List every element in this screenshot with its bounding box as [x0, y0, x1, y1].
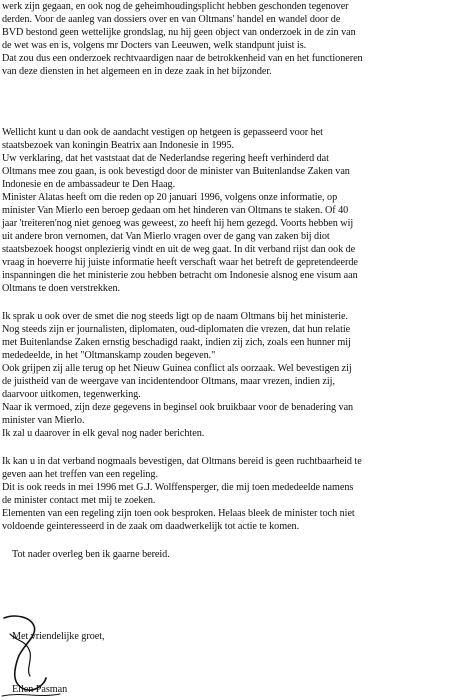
paragraph-4-line: Elementen van een regeling zijn toen ook besproken. Helaas bleek de minister toch niet — [2, 508, 355, 519]
paragraph-4-line: voldoende geinteresseerd in de zaak om daadwerkelijk tot actie te komen. — [2, 521, 300, 532]
paragraph-2-line: Indonesie en de ambassadeur te Den Haag. — [2, 179, 176, 190]
paragraph-2-line: vraag in hoeverre hij juiste informatie heeft verschaft waar het betreft de gepretendeerde — [2, 257, 358, 268]
closing-line: Tot nader overleg ben ik gaarne bereid. — [12, 549, 170, 560]
paragraph-3-line: Ik sprak u ook over de smet die nog steeds ligt op de naam Oltmans bij het ministerie. — [2, 311, 348, 322]
paragraph-4-line: Dit is ook reeds in mei 1996 met G.J. Wolffensperger, die mij toen mededeelde namens — [2, 482, 354, 493]
paragraph-3-line: met Buitenlandse Zaken ernstig beschadigd raakt, indien zij zich, zoals een hunner mij — [2, 337, 351, 348]
paragraph-4-line: de minister contact met mij te zoeken. — [2, 495, 156, 506]
paragraph-3-line: mededeelde, in het "Oltmanskamp zouden begeven." — [2, 350, 216, 361]
paragraph-2-line: Oltmans te doen verstrekken. — [2, 283, 120, 294]
paragraph-2-line: Uw verklaring, dat het vaststaat dat de Nederlandse regering heeft verhinderd dat — [2, 153, 329, 164]
paragraph-2-line: uit andere bron vernomen, dat Van Mierlo vragen over de gang van zaken bij diot — [2, 231, 330, 242]
paragraph-3-line: minister van Mierlo. — [2, 415, 85, 426]
paragraph-1-line: Dat zou dus een onderzoek rechtvaardigen naar de betrokkenheid van en het functioneren — [2, 53, 363, 64]
paragraph-1-line: derden. Voor de aanleg van dossiers over en van Oltmans' handel en wandel door de — [2, 14, 341, 25]
signer-name: Ellen Pasman — [12, 684, 68, 695]
paragraph-4-line: geven aan het treffen van een regeling. — [2, 469, 158, 480]
paragraph-2-line: Wellicht kunt u dan ook de aandacht vestigen op hetgeen is gepasseerd voor het — [2, 127, 323, 138]
paragraph-3-line: daarvoor uitkomen, tegenwerking. — [2, 389, 141, 400]
paragraph-2-line: jaar 'treiteren'nog niet genoeg was geweest, zo heeft hij hem gezegd. Voorts hebben wij — [2, 218, 354, 229]
greeting-line: Met vriendelijke groet, — [12, 631, 105, 642]
paragraph-2-line: Minister Alatas heeft om die reden op 20 januari 1996, volgens onze informatie, op — [2, 192, 338, 203]
paragraph-3-line: Naar ik vermoed, zijn deze gegevens in beginsel ook bruikbaar voor de benadering van — [2, 402, 354, 413]
paragraph-2-line: minister Van Mierlo een beroep gedaan om het hinderen van Oltmans te staken. Of 40 — [2, 205, 349, 216]
paragraph-1-line: BVD bestond geen wettelijke grondslag, nu hij geen object van onderzoek in de zin van — [2, 27, 356, 38]
paragraph-1-line: van deze diensten in het algemeen en in deze zaak in het bijzonder. — [2, 66, 272, 77]
paragraph-1-line: de wet was en is, volgens mr Docters van Leeuwen, welk standpunt juist is. — [2, 40, 307, 51]
paragraph-2-line: Oltmans mee zou gaan, is ook bevestigd door de minister van Buitenlandse Zaken van — [2, 166, 350, 177]
paragraph-3-line: Ook grijpen zij alle terug op het Nieuw Guinea conflict als oorzaak. Wel bevestigen zij — [2, 363, 352, 374]
paragraph-2-line: staatsbezoek van koningin Beatrix aan Indonesie in 1995. — [2, 140, 235, 151]
paragraph-1-line: werk zijn gegaan, en ook nog de geheimhoudingsplicht hebben geschonden tegenover — [2, 1, 349, 12]
paragraph-4-line: Ik kan u in dat verband nogmaals bevestigen, dat Oltmans bereid is geen ruchtbaarheid te — [2, 456, 362, 467]
paragraph-3-line: de juistheid van de weergave van incidentendoor Oltmans, maar vrezen, indien zij, — [2, 376, 335, 387]
paragraph-3-line: Ik zal u daarover in elk geval nog nader berichten. — [2, 428, 205, 439]
paragraph-2-line: staatsbezoek hoogst onplezierig vindt en uit de weg gaat. In dit verband rijst dan ook de — [2, 244, 356, 255]
paragraph-2-line: inspanningen die het ministerie zou hebben betracht om Indonesie alsnog ene visum aan — [2, 270, 358, 281]
paragraph-3-line: Nog steeds zijn er journalisten, diplomaten, oud-diplomaten die vrezen, dat hun relatie — [2, 324, 351, 335]
